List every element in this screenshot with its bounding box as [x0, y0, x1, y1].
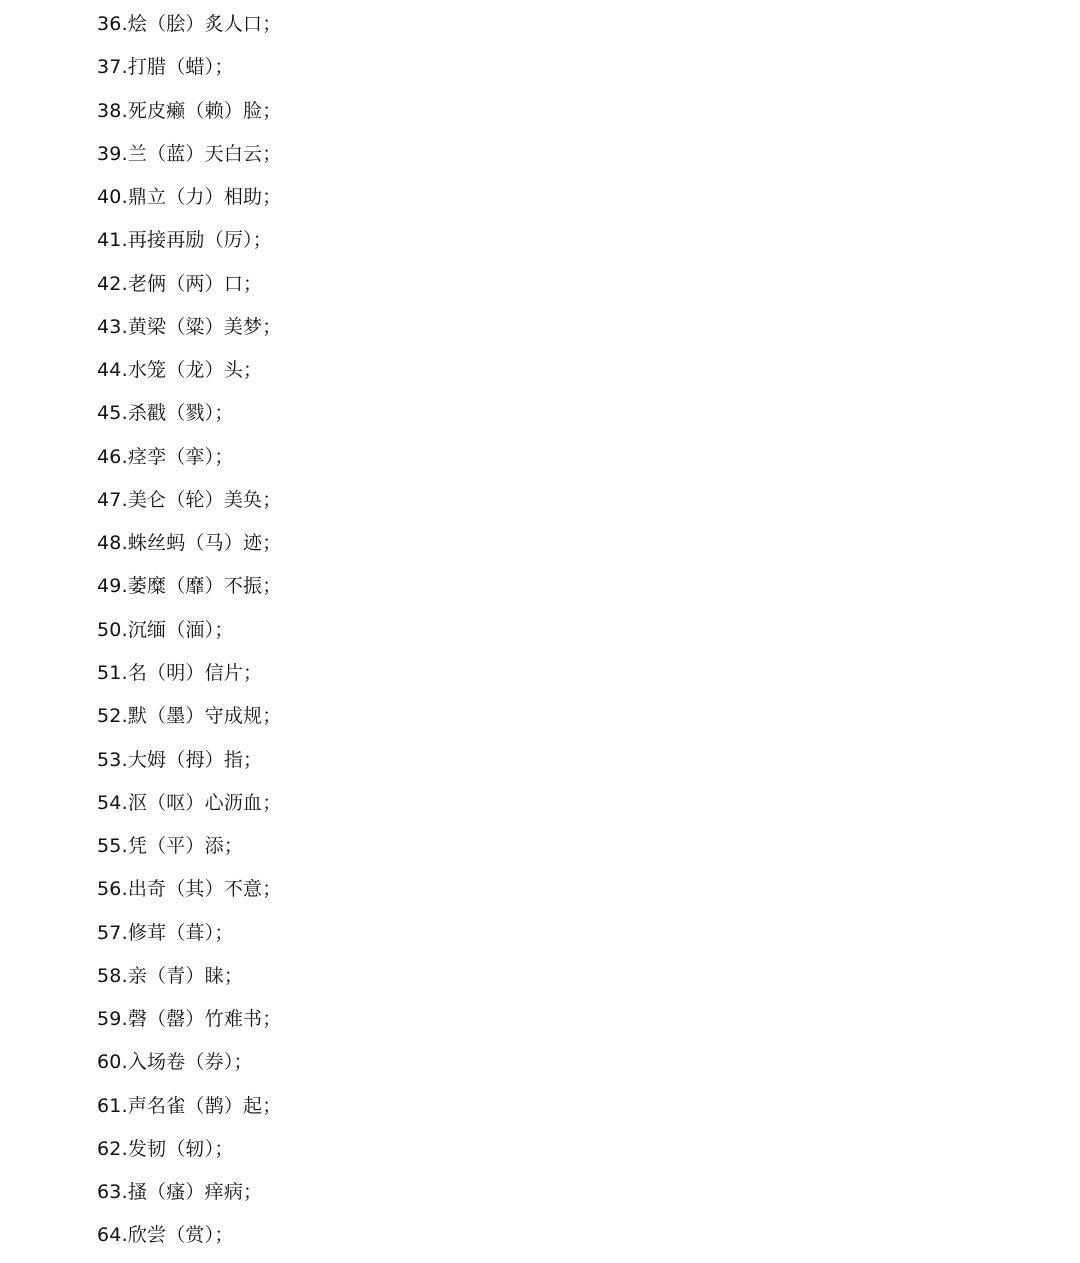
document-body: [97, 3, 997, 1258]
list-item: 40.鼎立（力）相助；: [97, 186, 282, 209]
list-item: 64.欣尝（赏）；: [97, 1224, 234, 1247]
list-item: 39.兰（蓝）天白云；: [97, 142, 282, 165]
list-item: 53.大姆（拇）指；: [97, 748, 263, 771]
list-item: 57.修茸（葺）；: [97, 921, 234, 944]
list-item: 41.再接再励（厉）；: [97, 229, 272, 252]
list-item: 62.发韧（轫）；: [97, 1137, 234, 1160]
list-item: 59.磬（罄）竹难书；: [97, 1008, 282, 1031]
list-item: 45.杀戳（戮）；: [97, 402, 234, 425]
list-item: 52.默（墨）守成规；: [97, 705, 282, 728]
list-item: 60.入场卷（券）；: [97, 1051, 253, 1074]
list-item: 47.美仑（轮）美奂；: [97, 488, 282, 511]
list-item: 58.亲（青）睐；: [97, 964, 244, 987]
list-item: 36.烩（脍）炙人口；: [97, 13, 282, 35]
list-item: 37.打腊（蜡）；: [97, 56, 234, 79]
list-item: 44.水笼（龙）头；: [97, 359, 263, 382]
list-item: 54.沤（呕）心沥血；: [97, 791, 282, 814]
list-item: 43.黄梁（粱）美梦；: [97, 315, 282, 338]
list-item: 55.凭（平）添；: [97, 835, 244, 858]
list-item: 50.沉缅（湎）；: [97, 618, 234, 641]
list-item: 38.死皮癞（赖）脸；: [97, 99, 282, 122]
list-item: 63.搔（瘙）痒病；: [97, 1181, 263, 1204]
list-item: 49.萎糜（靡）不振；: [97, 575, 282, 598]
list-item: 46.痉孪（挛）；: [97, 445, 234, 468]
list-item: 48.蛛丝蚂（马）迹；: [97, 532, 282, 555]
list-item: 56.出奇（其）不意；: [97, 878, 282, 901]
list-item: 61.声名雀（鹊）起；: [97, 1094, 282, 1117]
list-item: 51.名（明）信片；: [97, 661, 263, 684]
list-item: 42.老俩（两）口；: [97, 272, 263, 295]
